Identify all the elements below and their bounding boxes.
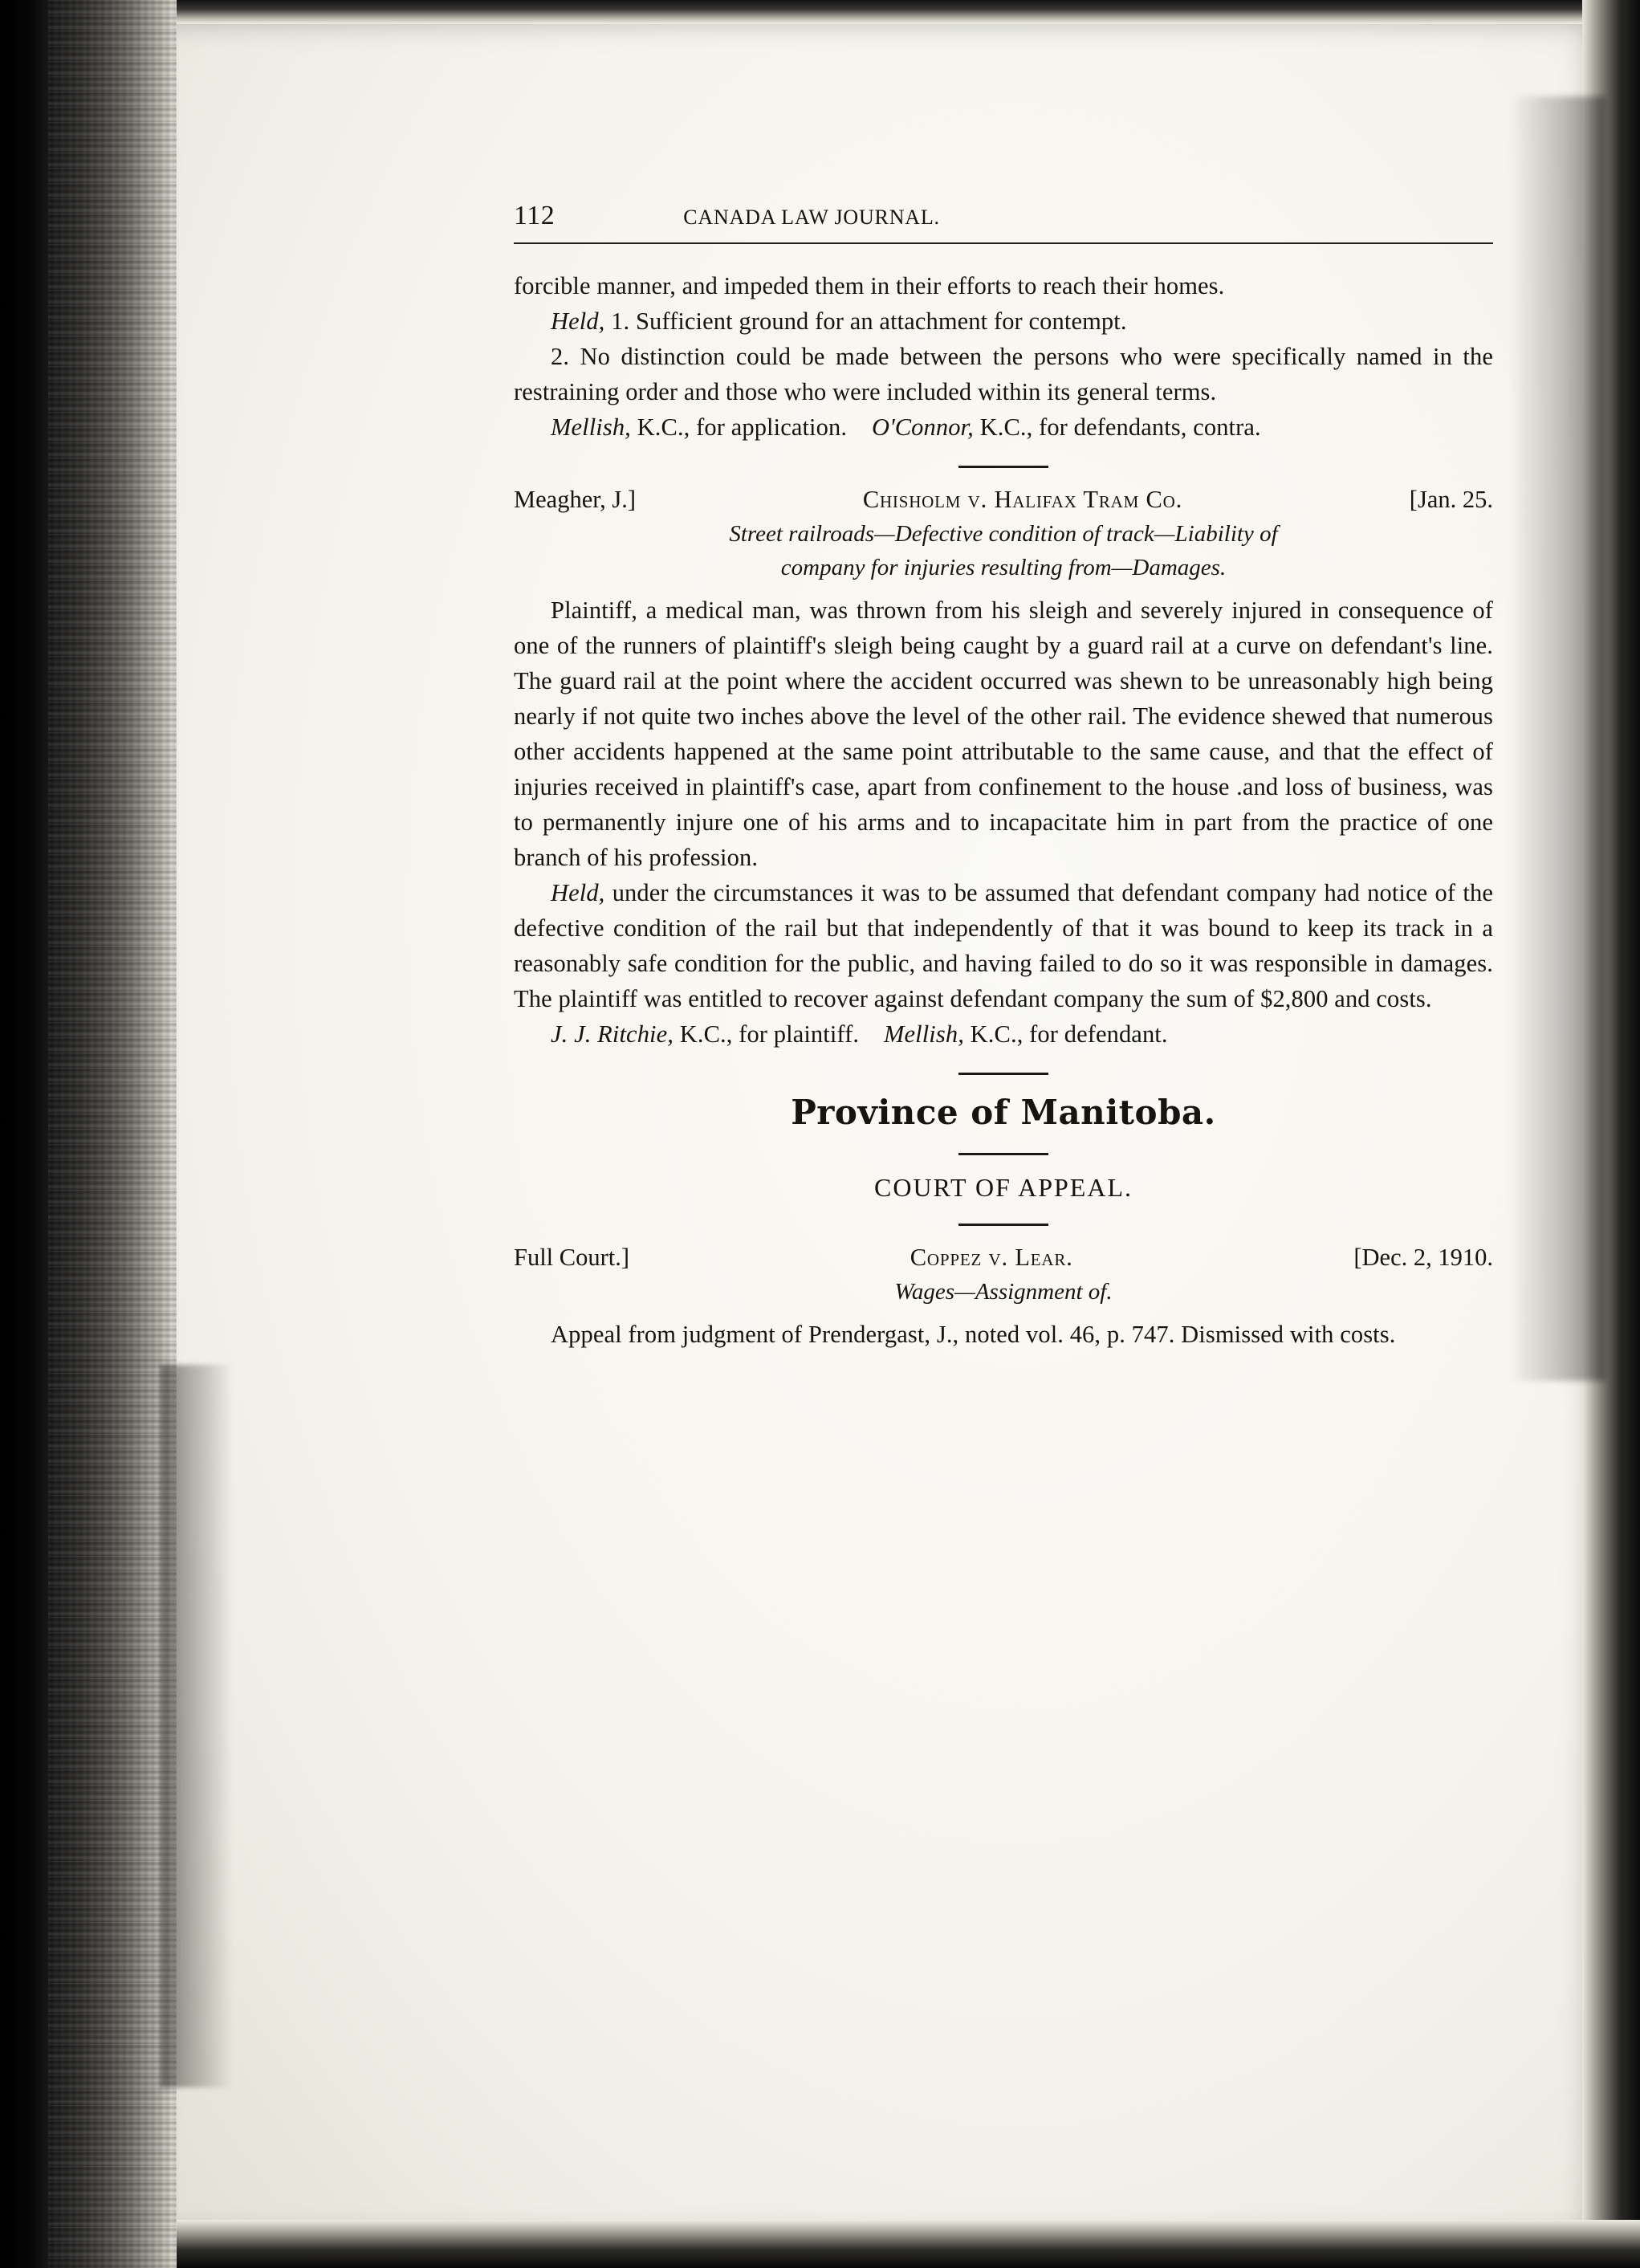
page-number: 112: [514, 201, 555, 230]
held-label: Held,: [551, 307, 605, 335]
page-edge-bottom: [149, 2220, 1640, 2268]
paragraph-continuation: forcible manner, and impeded them in their efforts to reach their homes.: [514, 272, 1225, 299]
court-name: COURT OF APPEAL.: [874, 1173, 1133, 1202]
case-body-chisholm: Plaintiff, a medical man, was thrown from his sleigh and severely injured in consequence of one of the runners of plaintiff's sleigh being caught by a guard rail at a curve on defendant's line. The guard rail at the point where the accident occurred was shewn to be unreasonably high being nearly if not quite two inches above the level of the other rail. The evidence shewed that numerous other accidents happened at the same point attributable to the same cause, and that the effect of injuries received in plaintiff's case, apart from confinement to the house .and loss of business, was to permanently injure one of his arms and to incapacitate him in part from the practice of one branch of his profession.: [514, 597, 1493, 871]
counsel-role-a: K.C., for plaintiff.: [679, 1020, 860, 1048]
counsel-line-case-one: [514, 409, 1493, 445]
held-text: under the circumstances it was to be assumed that defendant company had notice of the defective condition of the rail but that independently of that it was bound to keep its track in a reasonably safe condition for the public, and having failed to do so it was responsible in damages. The plaintiff was entitled to recover against defendant company the sum of $2,800 and costs.: [514, 879, 1493, 1012]
held-2-paragraph: 2. No distinction could be made between the persons who were specifically named in the restraining order and those who were included within its general terms.: [514, 343, 1493, 405]
counsel-name-b: O'Connor,: [871, 413, 974, 441]
scan-smudge-right: [1509, 96, 1605, 1381]
counsel-name-b: Mellish,: [884, 1020, 964, 1048]
section-divider-2: [958, 1073, 1048, 1075]
counsel-line-chisholm: [514, 1016, 1493, 1052]
held-1-text: 1. Sufficient ground for an attachment for contempt.: [611, 307, 1127, 335]
held-1-paragraph: [514, 303, 1493, 339]
province-title: Province of Manitoba.: [791, 1093, 1216, 1132]
case-body-coppez: Appeal from judgment of Prendergast, J., noted vol. 46, p. 747. Dismissed with costs.: [551, 1321, 1396, 1348]
book-gutter-texture: [48, 0, 177, 2268]
counsel-name-a: Mellish,: [551, 413, 631, 441]
judge-name: Meagher, J.]: [514, 486, 637, 513]
running-title: CANADA LAW JOURNAL.: [683, 206, 940, 229]
section-divider-1: [958, 466, 1048, 468]
held-label: Held,: [551, 879, 605, 906]
case-heading-line-coppez: [514, 1244, 1493, 1272]
headnote-line-2: company for injuries resulting from—Damages.: [780, 555, 1227, 580]
case-headnote-chisholm: [514, 517, 1493, 584]
counsel-role-b: K.C., for defendants, contra.: [979, 413, 1261, 441]
counsel-role-a: K.C., for application.: [637, 413, 848, 441]
headnote-line-1: Street railroads—Defective condition of track—Liability of: [729, 521, 1278, 547]
section-divider-3: [958, 1153, 1048, 1155]
case-heading-line-chisholm: [514, 486, 1493, 514]
page-header: [514, 201, 1493, 231]
text-column: [514, 201, 1493, 1352]
held-paragraph-chisholm: [514, 875, 1493, 1016]
judge-name: Full Court.]: [514, 1244, 630, 1271]
case-style: Coppez v. Lear.: [910, 1244, 1073, 1271]
case-style: Chisholm v. Halifax Tram Co.: [862, 486, 1183, 513]
case-date: [Jan. 25.: [1409, 486, 1493, 513]
case-headnote-coppez: Wages—Assignment of.: [894, 1279, 1113, 1305]
scan-smudge-left: [161, 1365, 233, 2087]
counsel-name-a: J. J. Ritchie,: [551, 1020, 673, 1048]
page-edge-top: [149, 0, 1640, 24]
section-divider-4: [958, 1224, 1048, 1226]
header-rule: [514, 242, 1493, 244]
counsel-role-b: K.C., for defendant.: [970, 1020, 1168, 1048]
case-date: [Dec. 2, 1910.: [1353, 1244, 1493, 1271]
